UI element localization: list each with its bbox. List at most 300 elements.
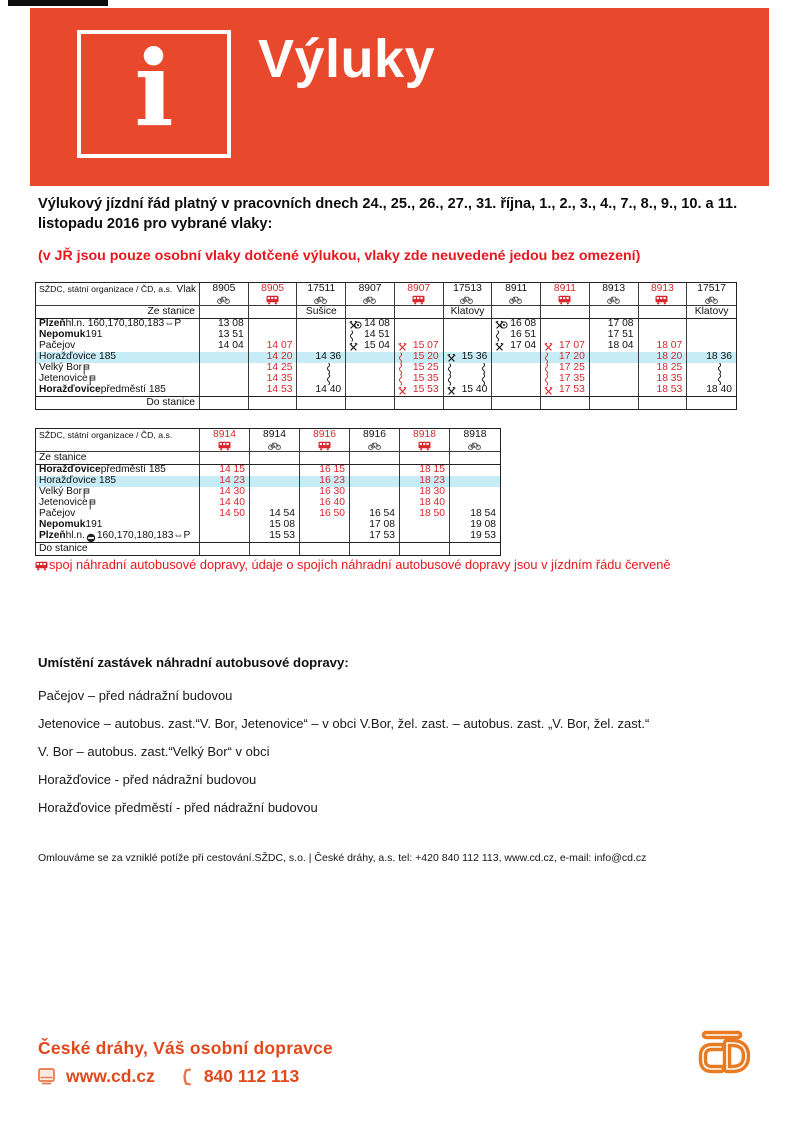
departure-time: 18 04 xyxy=(607,340,634,352)
train-number: 8911 xyxy=(553,282,577,294)
timetable-cell xyxy=(450,520,500,531)
timetable-cell xyxy=(444,374,493,385)
station-name-text: Horažďovice xyxy=(39,384,101,396)
timetable-cell xyxy=(346,363,395,374)
ze-stanice-label: Ze stanice xyxy=(36,452,200,465)
timetable-cell xyxy=(346,341,395,352)
bus-stops-heading: Umístění zastávek náhradní autobusové dopravy: xyxy=(38,655,349,670)
station-name-text: 191 xyxy=(85,329,103,341)
departure-time: 16 15 xyxy=(319,464,345,476)
wavy-icon xyxy=(447,363,452,374)
destination-station-cell xyxy=(450,542,500,555)
origin-station-cell xyxy=(300,452,350,465)
destination-station-cell xyxy=(395,396,444,409)
timetable-cell xyxy=(687,374,736,385)
station-name-text: Nepomuk xyxy=(39,519,86,531)
timetable-cell xyxy=(590,341,639,352)
bus-icon xyxy=(412,295,425,305)
timetable-cell xyxy=(395,352,444,363)
timetable-cell xyxy=(249,341,298,352)
departure-time: 14 23 xyxy=(219,475,245,487)
hammers-icon xyxy=(447,353,456,362)
wavy-icon xyxy=(398,363,403,374)
timetable-cell xyxy=(350,498,400,509)
station-name xyxy=(36,374,200,385)
origin-station-cell xyxy=(350,452,400,465)
timetable-cell xyxy=(200,352,249,363)
departure-time: 18 36 xyxy=(706,351,732,363)
timetable-cell xyxy=(687,330,736,341)
departure-time: 18 20 xyxy=(656,351,683,363)
hammers-icon xyxy=(398,386,407,395)
train-number: 8914 xyxy=(263,429,286,440)
timetable-cell xyxy=(200,520,250,531)
station-name-text: 160,170,180,183 xyxy=(96,530,174,542)
timetable-cell xyxy=(450,531,500,542)
origin-station-cell xyxy=(450,452,500,465)
timetable-cell xyxy=(639,319,688,330)
departure-time: 16 50 xyxy=(319,508,345,520)
origin-station-cell: Klatovy xyxy=(687,306,736,319)
timetable-cell xyxy=(250,498,300,509)
bus-legend xyxy=(35,557,775,572)
departure-time: 17 07 xyxy=(559,340,585,352)
station-name-text: Horažďovice xyxy=(39,464,101,476)
departure-time: 17 08 xyxy=(607,318,634,330)
bike-icon xyxy=(314,295,327,304)
timetable-cell xyxy=(444,352,493,363)
station-name-text: Horažďovice 185 xyxy=(39,475,117,487)
timetable-cell xyxy=(450,476,500,487)
hammers-icon xyxy=(544,342,553,351)
departure-time: 14 35 xyxy=(266,373,293,385)
timetable-cell xyxy=(395,363,444,374)
operator-label: SŽDC, státní organizace / ČD, a.s. xyxy=(39,284,173,294)
train-number: 8918 xyxy=(413,428,436,440)
departure-time: 16 08 xyxy=(510,318,537,330)
timetable-cell xyxy=(200,465,250,476)
station-name xyxy=(36,498,200,509)
hammers-icon xyxy=(495,320,504,329)
departure-time: 15 07 xyxy=(412,340,439,352)
origin-station-cell xyxy=(250,452,300,465)
station-name xyxy=(36,352,200,363)
timetable-cell xyxy=(444,330,493,341)
timetable-cell xyxy=(300,531,350,542)
timetable-cell xyxy=(590,374,639,385)
destination-station-cell xyxy=(444,396,493,409)
hammers-icon xyxy=(398,342,407,351)
timetable-cell xyxy=(297,319,346,330)
origin-station-cell xyxy=(590,306,639,319)
timetable-cell xyxy=(444,363,493,374)
timetable-cell xyxy=(346,330,395,341)
timetable-cell xyxy=(492,363,541,374)
timetable-cell xyxy=(395,330,444,341)
timetable-cell xyxy=(250,465,300,476)
departure-time: 14 07 xyxy=(266,340,293,352)
timetable-cell xyxy=(350,520,400,531)
footer-tagline: České dráhy, Váš osobní dopravce xyxy=(38,1038,333,1058)
departure-time: 18 30 xyxy=(419,486,445,498)
station-name xyxy=(36,341,200,352)
apology-contact-line: Omlouváme se za vzniklé potíže při cestování.SŽDC, s.o. | České dráhy, a.s. tel: +420 840 112 113, www.cd.cz, e-mail: info@cd.cz xyxy=(38,852,647,864)
departure-time: 18 50 xyxy=(419,508,445,520)
operator-label: SŽDC, státní organizace / ČD, a.s. xyxy=(39,430,173,440)
wavy-icon xyxy=(495,330,500,341)
timetable-cell xyxy=(200,476,250,487)
cd-logo xyxy=(688,1026,762,1084)
timetable-cell xyxy=(590,385,639,396)
timetable-cell xyxy=(444,319,493,330)
train-column-header xyxy=(250,429,300,452)
destination-station-cell xyxy=(350,542,400,555)
info-icon: i xyxy=(134,27,174,150)
train-column-header xyxy=(444,283,493,306)
destination-station-cell xyxy=(250,542,300,555)
timetable-cell xyxy=(300,476,350,487)
timetable-cell xyxy=(297,341,346,352)
page-title: Výluky xyxy=(258,29,436,89)
timetable-cell xyxy=(400,498,450,509)
destination-station-cell xyxy=(346,396,395,409)
train-number: 8907 xyxy=(407,282,431,294)
train-number: 8907 xyxy=(358,283,382,294)
departure-time: 17 35 xyxy=(559,373,585,385)
wavy-icon xyxy=(481,374,486,385)
validity-paragraph: Výlukový jízdní řád platný v pracovních dnech 24., 25., 26., 27., 31. října, 1., 2., 3., 4., 7., 8., 9., 10. a 11. listopadu 2016 pro vybrané vlaky: xyxy=(38,196,738,233)
station-name-text: Horažďovice 185 xyxy=(39,351,117,363)
destination-station-cell xyxy=(300,542,350,555)
station-name-text: Pačejov xyxy=(39,340,76,352)
destination-station-cell xyxy=(541,396,590,409)
departure-time: 14 30 xyxy=(219,486,245,498)
station-name-text: Jetenovice xyxy=(39,497,88,509)
bike-icon xyxy=(217,295,230,304)
timetable-cell xyxy=(297,330,346,341)
operator-cell xyxy=(36,429,200,452)
bike-icon xyxy=(468,441,481,450)
departure-time: 18 25 xyxy=(656,362,683,374)
timetable-cell xyxy=(395,319,444,330)
departure-time: 15 36 xyxy=(461,351,488,363)
bus-stop-item: Jetenovice – autobus. zast.“V. Bor, Jetenovice“ – v obci V.Bor, žel. zast. – autobus. zast. „V. Bor, žel. zast.“ xyxy=(38,716,650,731)
station-name-text: hl.n. xyxy=(65,530,85,542)
train-column-header xyxy=(249,283,298,306)
timetable-cell xyxy=(492,385,541,396)
timetable-cell xyxy=(300,465,350,476)
timetable-cell xyxy=(400,465,450,476)
bus-icon xyxy=(318,441,331,451)
timetable-cell xyxy=(639,363,688,374)
timetable-cell xyxy=(249,330,298,341)
timetable-cell xyxy=(639,352,688,363)
timetable-cell xyxy=(687,352,736,363)
departure-time: 18 23 xyxy=(419,475,445,487)
wavy-icon xyxy=(447,374,452,385)
timetable-cell xyxy=(395,385,444,396)
origin-station-cell: Klatovy xyxy=(444,306,493,319)
departure-time: 13 51 xyxy=(217,329,244,341)
hammers-icon xyxy=(349,342,358,351)
timetable-cell xyxy=(541,319,590,330)
train-column-header xyxy=(492,283,541,306)
wavy-icon xyxy=(398,352,403,363)
timetable-cell xyxy=(639,330,688,341)
departure-time: 16 23 xyxy=(319,475,345,487)
timetable-outbound xyxy=(35,282,737,410)
timetable-cell xyxy=(541,363,590,374)
train-column-header xyxy=(687,283,736,306)
departure-time: 14 15 xyxy=(219,464,245,476)
destination-station-cell xyxy=(200,396,249,409)
station-name xyxy=(36,385,200,396)
departure-time: 17 51 xyxy=(607,329,634,341)
departure-time: 15 25 xyxy=(412,362,439,374)
timetable-cell xyxy=(350,487,400,498)
departure-time: 15 40 xyxy=(461,384,488,396)
station-name-text: Plzeň xyxy=(39,530,66,542)
station-name xyxy=(36,363,200,374)
origin-station-cell xyxy=(541,306,590,319)
destination-station-cell xyxy=(590,396,639,409)
timetable-cell xyxy=(350,465,400,476)
departure-time: 17 25 xyxy=(559,362,585,374)
departure-time: 19 08 xyxy=(470,519,496,531)
departure-time: 14 40 xyxy=(219,497,245,509)
timetable-cell xyxy=(450,498,500,509)
departure-time: 14 40 xyxy=(315,384,342,396)
bus-stop-item: Horažďovice - před nádražní budovou xyxy=(38,772,257,787)
bus-stop-item: V. Bor – autobus. zast.“Velký Bor“ v obci xyxy=(38,744,270,759)
info-box xyxy=(77,27,231,158)
hammers-icon xyxy=(495,342,504,351)
timetable-cell xyxy=(395,374,444,385)
origin-station-cell xyxy=(346,306,395,319)
origin-station-cell xyxy=(395,306,444,319)
wavy-icon xyxy=(481,363,486,374)
station-name-text: ⇔P xyxy=(173,530,191,542)
timetable-cell xyxy=(200,363,249,374)
departure-time: 15 53 xyxy=(269,530,295,542)
departure-time: 18 40 xyxy=(419,497,445,509)
timetable-cell xyxy=(249,385,298,396)
timetable-cell xyxy=(300,520,350,531)
wavy-icon xyxy=(544,374,549,385)
timetable-cell xyxy=(541,385,590,396)
wavy-icon xyxy=(349,330,354,341)
timetable-cell xyxy=(200,385,249,396)
train-number: 17513 xyxy=(453,283,482,294)
timetable-cell xyxy=(541,352,590,363)
station-name-text: Pačejov xyxy=(39,508,76,520)
timetable-cell xyxy=(250,520,300,531)
timetable-cell xyxy=(250,509,300,520)
origin-station-cell xyxy=(249,306,298,319)
timetable-cell xyxy=(297,352,346,363)
timetable-cell xyxy=(297,374,346,385)
timetable-cell xyxy=(444,385,493,396)
departure-time: 16 51 xyxy=(510,329,537,341)
timetable-cell xyxy=(400,520,450,531)
bus-stop-item: Pačejov – před nádražní budovou xyxy=(38,688,233,703)
departure-time: 14 53 xyxy=(266,384,293,396)
timetable-cell xyxy=(400,476,450,487)
timetable-cell xyxy=(200,498,250,509)
destination-station-cell xyxy=(249,396,298,409)
departure-time: 18 40 xyxy=(706,384,732,396)
departure-time: 14 25 xyxy=(266,362,293,374)
departure-time: 15 08 xyxy=(269,519,295,531)
train-number: 8916 xyxy=(313,428,336,440)
timetable-cell xyxy=(395,341,444,352)
departure-time: 17 20 xyxy=(559,351,585,363)
timetable-cell xyxy=(590,352,639,363)
departure-time: 15 04 xyxy=(364,340,390,352)
timetable-cell xyxy=(687,385,736,396)
departure-time: 17 53 xyxy=(369,530,395,542)
station-name-text: ⇔P xyxy=(164,318,182,330)
origin-station-cell xyxy=(492,306,541,319)
train-number: 8914 xyxy=(213,428,236,440)
departure-time: 14 50 xyxy=(219,508,245,520)
timetable-cell xyxy=(250,487,300,498)
station-name-text: Jetenovice xyxy=(39,373,88,385)
timetable-cell xyxy=(492,352,541,363)
timetable-cell xyxy=(200,487,250,498)
bus-legend-text: spoj náhradní autobusové dopravy, údaje o spojích náhradní autobusové dopravy jsou v jízdním řádu červeně xyxy=(49,557,671,572)
timetable-cell xyxy=(200,330,249,341)
timetable-cell xyxy=(400,509,450,520)
timetable-cell xyxy=(450,509,500,520)
bus-icon xyxy=(218,441,231,451)
departure-time: 14 20 xyxy=(266,351,293,363)
timetable-cell xyxy=(350,531,400,542)
departure-time: 14 08 xyxy=(364,318,390,330)
timetable-cell xyxy=(297,363,346,374)
timetable-cell xyxy=(590,330,639,341)
timetable-cell xyxy=(297,385,346,396)
train-column-header xyxy=(395,283,444,306)
destination-station-cell xyxy=(492,396,541,409)
timetable-cell xyxy=(300,498,350,509)
departure-time: 13 08 xyxy=(217,318,244,330)
do-stanice-label: Do stanice xyxy=(36,396,200,409)
bike-icon xyxy=(368,441,381,450)
bike-icon xyxy=(460,295,473,304)
station-name-text: předměstí 185 xyxy=(100,464,166,476)
train-number: 8913 xyxy=(602,283,626,294)
station-name-text: Nepomuk xyxy=(39,329,86,341)
timetable-cell xyxy=(639,341,688,352)
timetable-cell xyxy=(541,374,590,385)
bike-icon xyxy=(509,295,522,304)
wavy-icon xyxy=(398,374,403,385)
station-name xyxy=(36,465,200,476)
timetable-cell xyxy=(400,531,450,542)
station-name xyxy=(36,319,200,330)
train-column-header xyxy=(300,429,350,452)
train-column-header xyxy=(541,283,590,306)
departure-time: 15 20 xyxy=(412,351,439,363)
departure-time: 15 53 xyxy=(412,384,439,396)
train-column-header xyxy=(639,283,688,306)
departure-time: 18 35 xyxy=(656,373,683,385)
hammers-icon xyxy=(349,320,358,329)
departure-time: 15 35 xyxy=(412,373,439,385)
train-number: 8918 xyxy=(463,429,487,440)
wavy-icon xyxy=(326,374,331,385)
train-number: 8913 xyxy=(650,282,674,294)
origin-station-cell: Sušice xyxy=(297,306,346,319)
station-name-text: 191 xyxy=(85,519,103,531)
bus-stops-section xyxy=(38,655,768,829)
train-column-header xyxy=(200,283,249,306)
destination-station-cell xyxy=(400,542,450,555)
timetable-cell xyxy=(200,374,249,385)
timetable-cell xyxy=(687,363,736,374)
bike-icon xyxy=(607,295,620,304)
monitor-icon xyxy=(38,1068,58,1085)
ze-stanice-label: Ze stanice xyxy=(36,306,200,319)
phone-icon xyxy=(181,1068,196,1086)
timetable-cell xyxy=(200,319,249,330)
timetable-cell xyxy=(639,374,688,385)
footer-brand-block xyxy=(38,1038,333,1087)
timetable-cell xyxy=(350,509,400,520)
station-name xyxy=(36,509,200,520)
departure-time: 16 40 xyxy=(319,497,345,509)
train-column-header xyxy=(400,429,450,452)
timetable-cell xyxy=(492,374,541,385)
destination-station-cell xyxy=(200,542,250,555)
train-column-header xyxy=(450,429,500,452)
train-number: 8905 xyxy=(261,282,285,294)
timetable-cell xyxy=(541,330,590,341)
timetable-cell xyxy=(200,531,250,542)
replacement-bus-icon xyxy=(35,561,48,571)
timetable-cell xyxy=(450,465,500,476)
bus-icon xyxy=(266,295,279,305)
departure-time: 16 54 xyxy=(369,508,395,520)
timetable-cell xyxy=(200,509,250,520)
station-name-text: Velký Bor xyxy=(39,486,83,498)
departure-time: 16 30 xyxy=(319,486,345,498)
departure-time: 14 54 xyxy=(269,508,295,520)
departure-time: 17 53 xyxy=(559,384,585,396)
wavy-icon xyxy=(544,363,549,374)
footer-phone: 840 112 113 xyxy=(203,1066,300,1086)
destination-station-cell xyxy=(297,396,346,409)
bike-icon xyxy=(363,295,376,304)
bus-icon xyxy=(655,295,668,305)
timetable-cell xyxy=(346,352,395,363)
train-number: 17517 xyxy=(697,283,726,294)
wavy-icon xyxy=(717,363,722,374)
train-number: 17511 xyxy=(307,283,336,294)
train-column-header xyxy=(590,283,639,306)
station-name-text: Velký Bor xyxy=(39,362,83,374)
bus-stop-item: Horažďovice předměstí - před nádražní budovou xyxy=(38,800,318,815)
station-name xyxy=(36,330,200,341)
timetable-cell xyxy=(687,341,736,352)
timetable-cell xyxy=(250,531,300,542)
departure-time: 18 07 xyxy=(656,340,683,352)
wavy-icon xyxy=(326,363,331,374)
departure-time: 18 54 xyxy=(470,508,496,520)
red-note: (v JŘ jsou pouze osobní vlaky dotčené výlukou, vlaky zde neuvedené jedou bez omezení) xyxy=(38,248,641,264)
train-column-header xyxy=(297,283,346,306)
